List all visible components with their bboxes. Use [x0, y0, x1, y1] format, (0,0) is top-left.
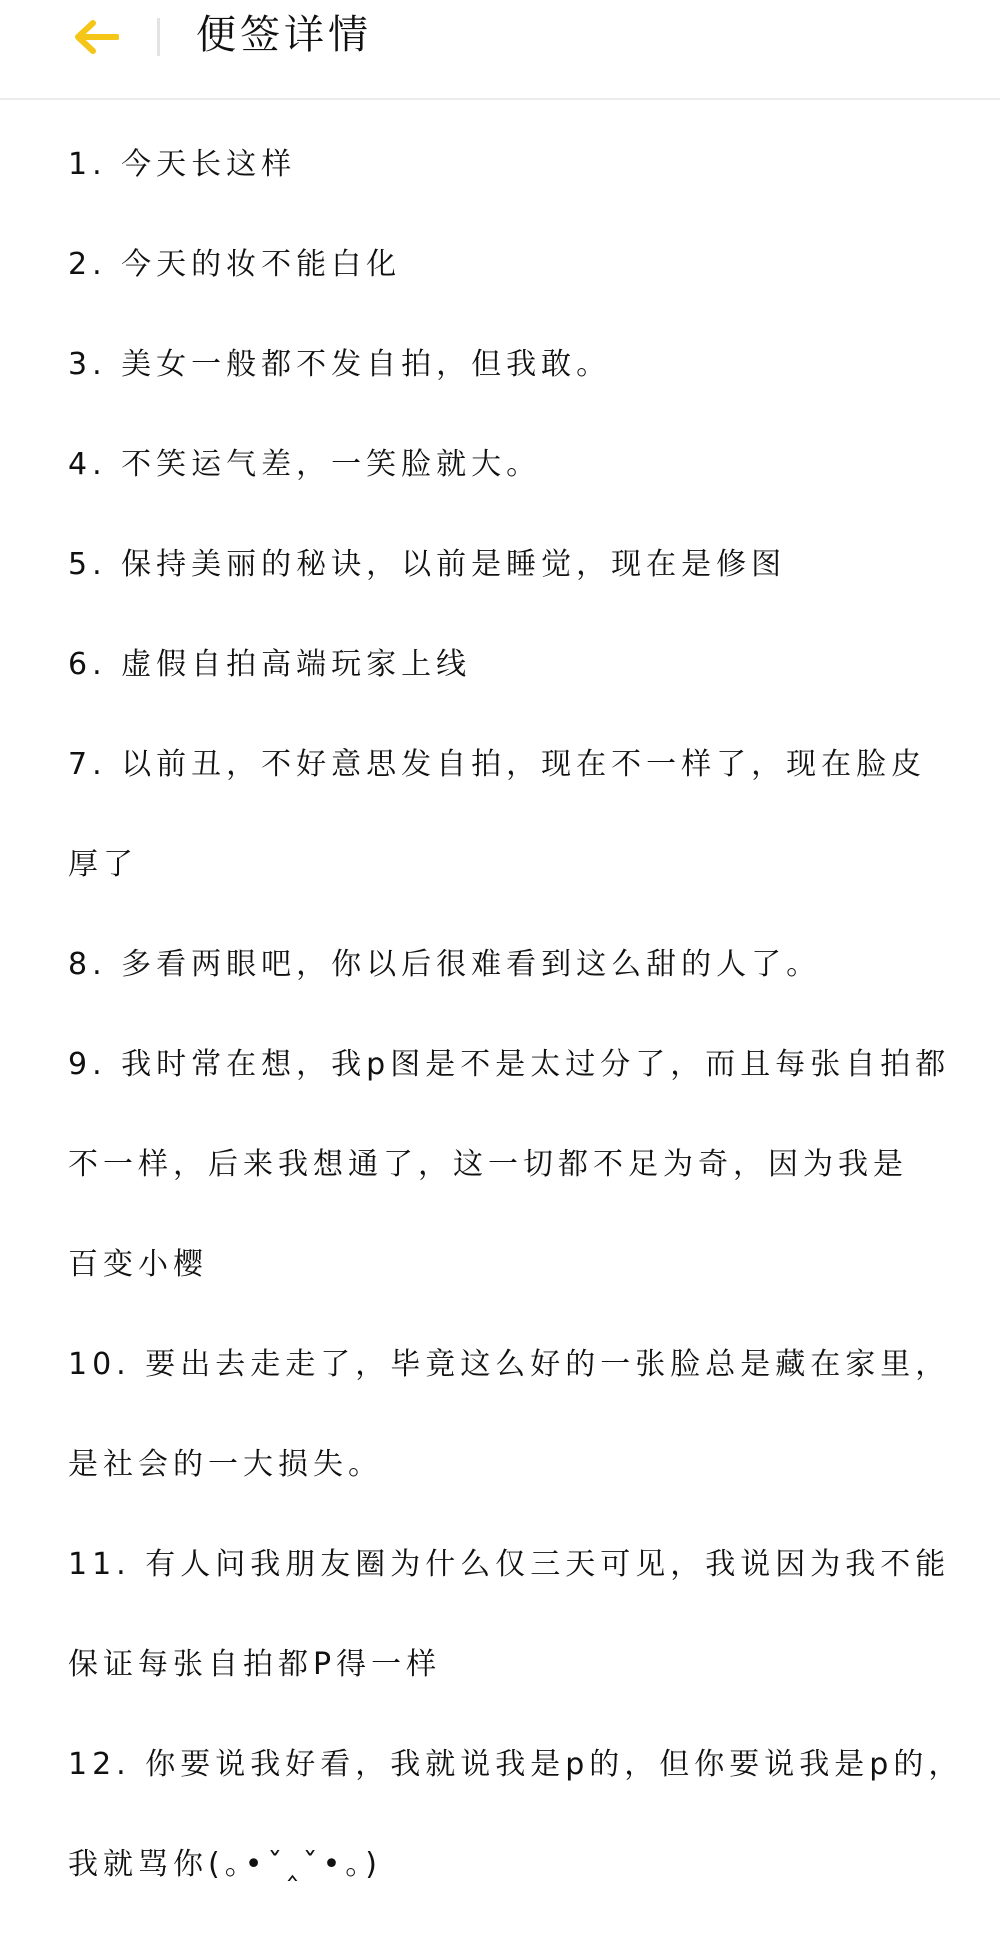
note-line: 3. 美女一般都不发自拍，但我敢。 [68, 347, 612, 382]
note-line: 9. 我时常在想，我p图是不是太过分了，而且每张自拍都 [68, 1047, 951, 1082]
note-line: 2. 今天的妆不能白化 [68, 247, 402, 282]
note-line: 4. 不笑运气差，一笑脸就大。 [68, 447, 542, 482]
note-line: 11. 有人问我朋友圈为什么仅三天可见，我说因为我不能 [68, 1547, 951, 1582]
note-line: 8. 多看两眼吧，你以后很难看到这么甜的人了。 [68, 947, 822, 982]
note-line: 保证每张自拍都P得一样 [68, 1647, 442, 1682]
page-title: 便签详情 [196, 12, 372, 58]
note-line: 不一样，后来我想通了，这一切都不足为奇，因为我是 [68, 1147, 908, 1182]
note-line: 厚了 [68, 847, 138, 882]
note-line: 百变小樱 [68, 1247, 208, 1282]
note-line: 是社会的一大损失。 [68, 1447, 383, 1482]
note-line: 6. 虚假自拍高端玩家上线 [68, 647, 472, 682]
note-line: 7. 以前丑，不好意思发自拍，现在不一样了，现在脸皮 [68, 747, 927, 782]
header-divider [157, 18, 160, 56]
note-content [68, 115, 964, 1915]
note-line: 我就骂你(｡•ˇ‸ˇ•｡) [68, 1847, 382, 1882]
back-button[interactable] [60, 8, 132, 66]
note-line: 10. 要出去走走了，毕竟这么好的一张脸总是藏在家里， [68, 1347, 951, 1382]
note-line: 1. 今天长这样 [68, 147, 297, 182]
note-line: 5. 保持美丽的秘诀，以前是睡觉，现在是修图 [68, 547, 787, 582]
arrow-left-icon [73, 20, 119, 54]
app-header [0, 0, 1000, 100]
note-line: 12. 你要说我好看，我就说我是p的，但你要说我是p的， [68, 1747, 964, 1782]
